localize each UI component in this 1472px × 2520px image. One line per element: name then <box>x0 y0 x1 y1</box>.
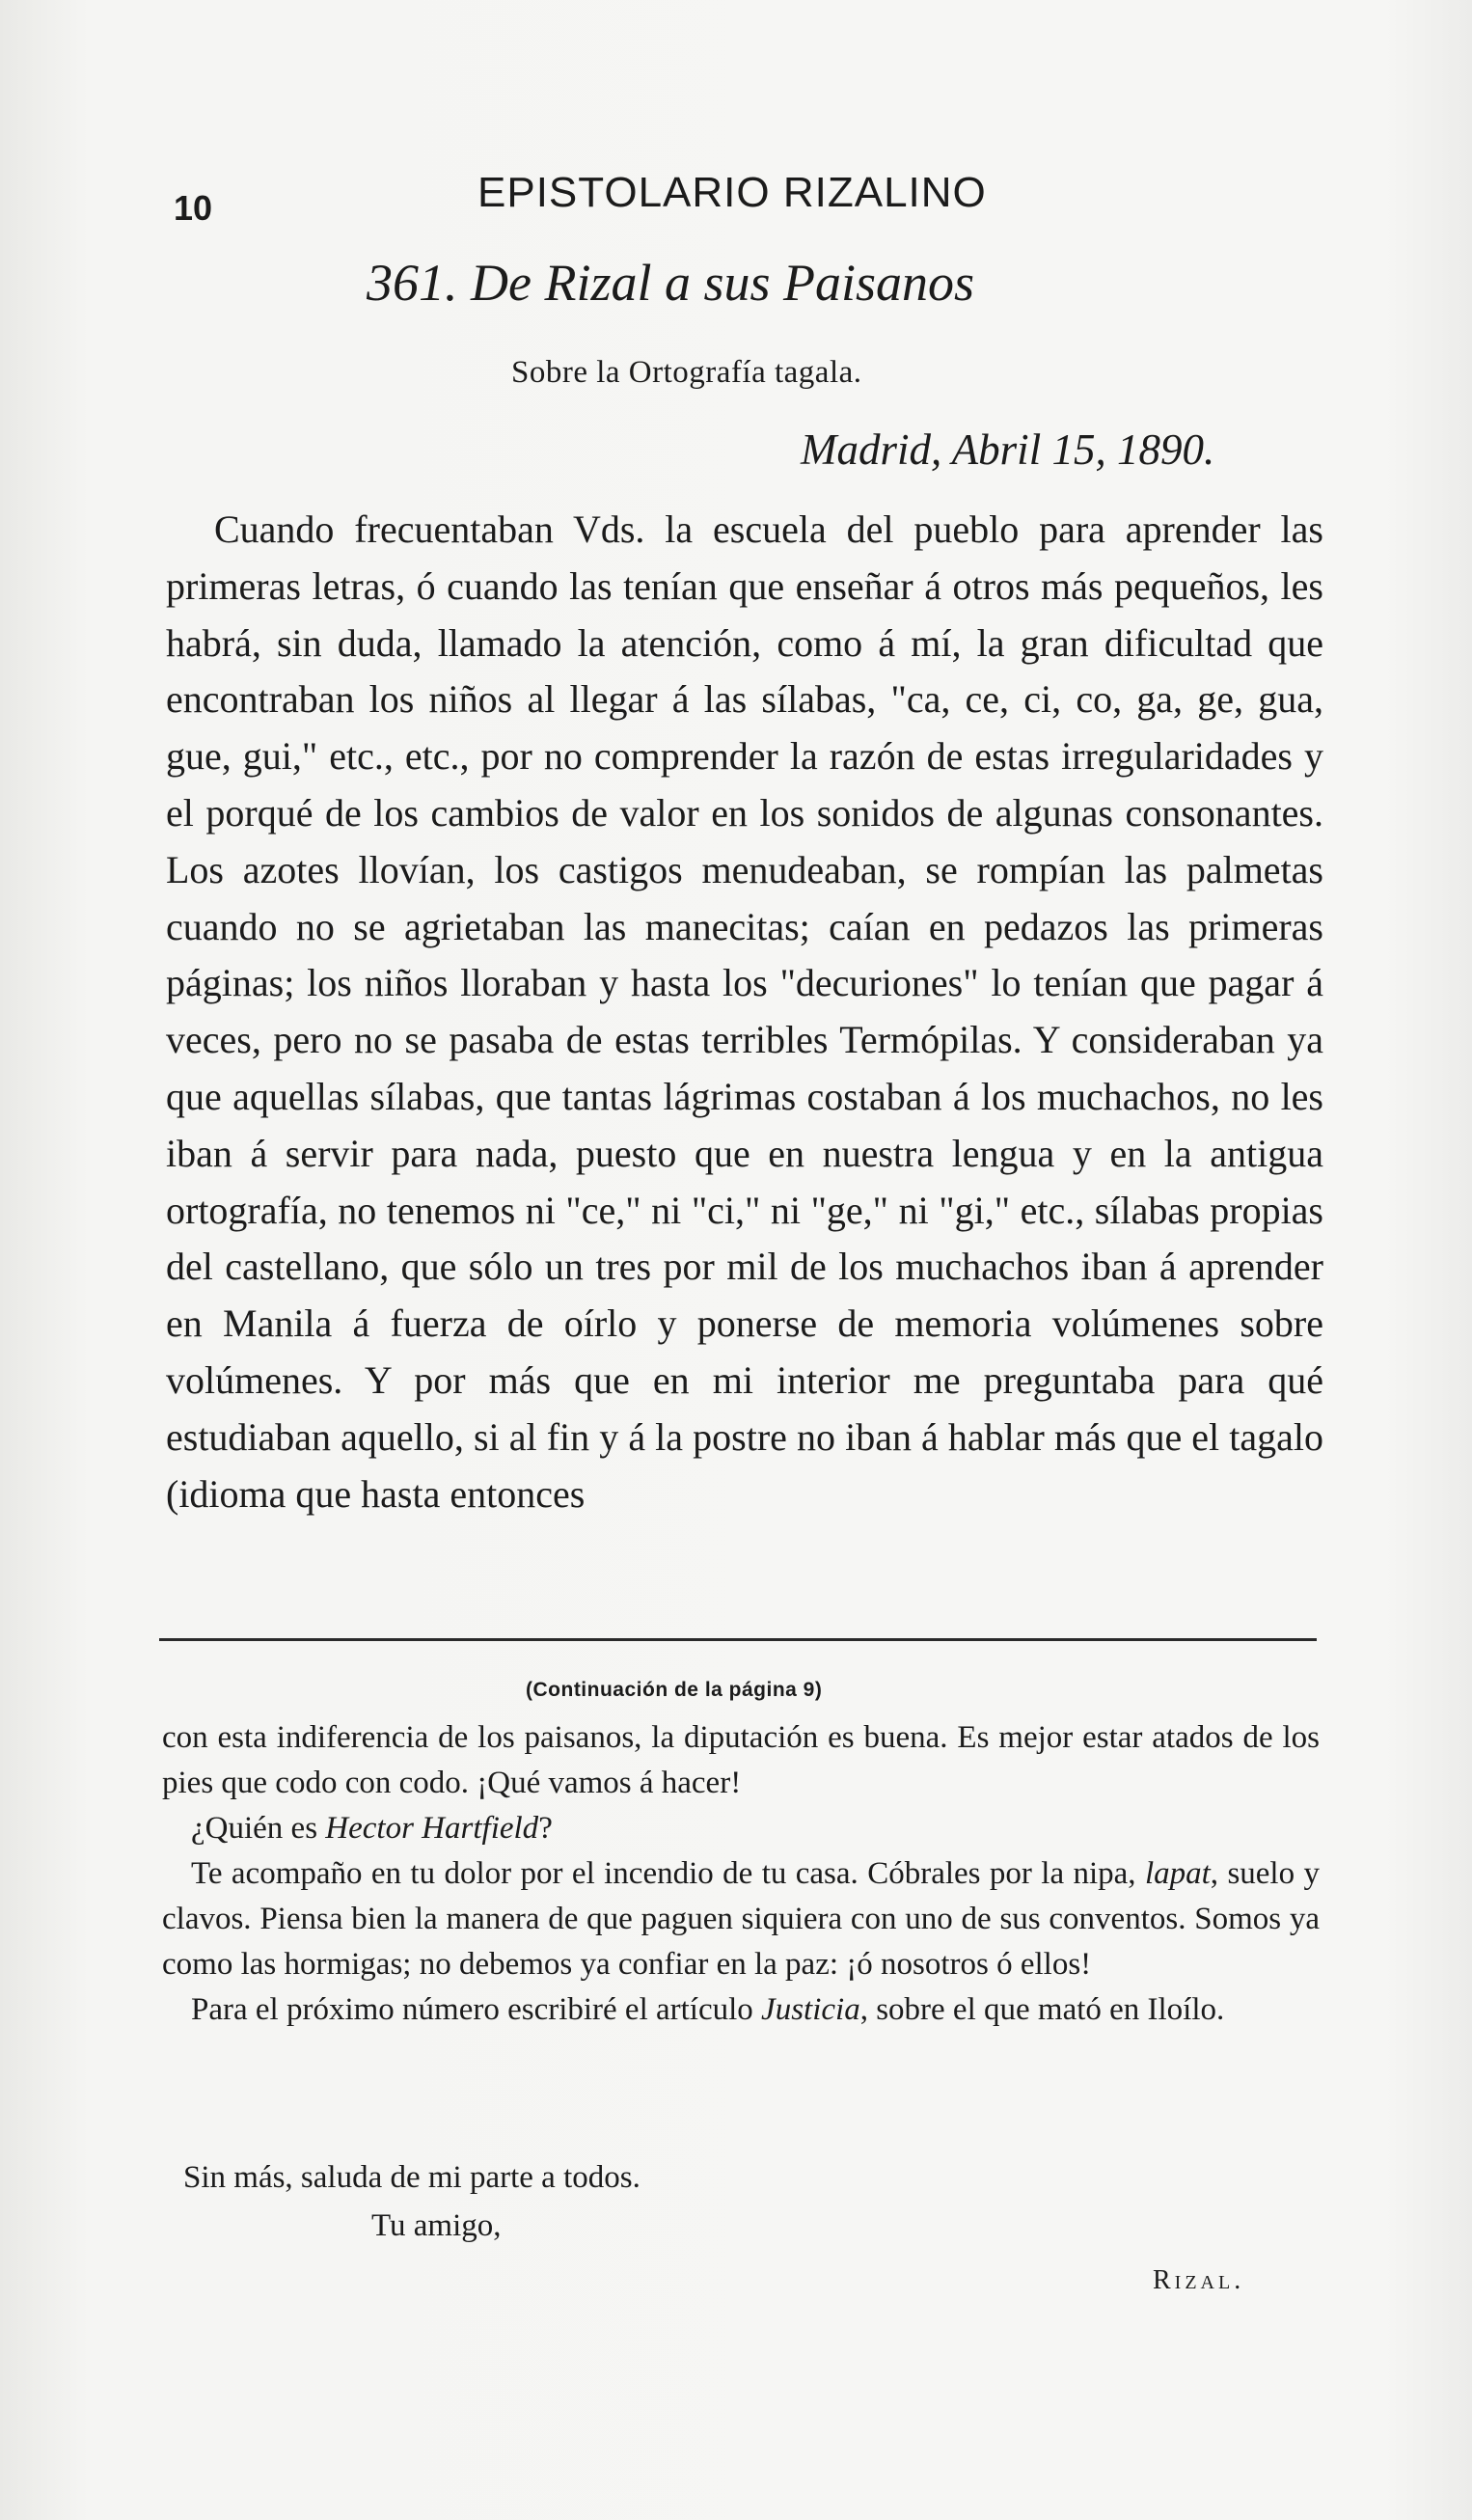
footnote-paragraph <box>162 1851 1320 1987</box>
footnote-section <box>162 1715 1320 2033</box>
footnote-text: Te acompaño en tu dolor por el incendio de tu casa. Cóbrales por la nipa, <box>191 1856 1145 1891</box>
letter-subtitle: Sobre la Ortografía tagala. <box>511 355 862 390</box>
letter-body <box>166 502 1323 1522</box>
footnote-paragraph <box>162 1806 1320 1851</box>
page-header <box>174 169 1331 227</box>
closing-line: Sin más, saluda de mi parte a todos. <box>183 2160 641 2195</box>
footnote-italic-text: Hector Hartfield <box>325 1811 539 1846</box>
footnote-paragraph <box>162 1987 1320 2033</box>
footnote-italic-text: Justicia <box>761 1992 860 2027</box>
footnote-text: Para el próximo número escribiré el artículo <box>191 1992 762 2027</box>
body-paragraph: Cuando frecuentaban Vds. la escuela del pueblo para aprender las primeras letras, ó cuando las tenían que enseñar á otros más pequeños, les habrá, sin duda, llamado la atención, como á mí, la gran dificultad que encontraban los niños al llegar á las sílabas, "ca, ce, ci, co, ga, ge, gua, gue, gui," etc., etc., por no comprender la razón de estas irregularidades y el porqué de los cambios de valor en los sonidos de algunas consonantes. Los azotes llovían, los castigos menudeaban, se rompían las palmetas cuando no se agrietaban las manecitas; caían en pedazos las primeras páginas; los niños lloraban y hasta los "decuriones" lo tenían que pagar á veces, pero no se pasaba de estas terribles Termópilas. Y consideraban ya que aquellas sílabas, que tantas lágrimas costaban á los muchachos, no les iban á servir para nada, puesto que en nuestra lengua y en la antigua ortografía, no tenemos ni "ce," ni "ci," ni "ge," ni "gi," etc., sílabas propias del castellano, que sólo un tres por mil de los muchachos iban á aprender en Manila á fuerza de oírlo y ponerse de memoria volúmenes sobre volúmenes. Y por más que en mi interior me preguntaba para qué estudiaban aquello, si al fin y á la postre no iban á hablar más que el tagalo (idioma que hasta entonces <box>166 507 1323 1516</box>
page-number: 10 <box>174 188 213 228</box>
footnote-paragraph: con esta indiferencia de los paisanos, la diputación es buena. Es mejor estar atados de los pies que codo con codo. ¡Qué vamos á hacer! <box>162 1720 1320 1800</box>
footnote-text: , suelo y clavos. Piensa bien la manera de que paguen siquiera con uno de sus conventos. Somos ya como las hormigas; no debemos ya confiar en la paz: ¡ó nosotros ó ellos! <box>162 1856 1320 1982</box>
continuation-label: (Continuación de la página 9) <box>526 1679 823 1701</box>
running-head: EPISTOLARIO RIZALINO <box>477 169 987 216</box>
closing-salutation: Tu amigo, <box>371 2208 502 2243</box>
letter-closing <box>183 2153 641 2250</box>
footnote-text: ¿Quién es <box>191 1811 326 1846</box>
footnote-text: , sobre el que mató en Iloílo. <box>859 1992 1225 2027</box>
footnote-text: ? <box>538 1811 553 1846</box>
footnote-italic-text: lapat <box>1144 1856 1211 1891</box>
letter-title: 361. De Rizal a sus Paisanos <box>367 254 975 312</box>
signature: Rizal. <box>1153 2265 1245 2295</box>
footnote-divider <box>159 1638 1317 1641</box>
letter-dateline: Madrid, Abril 15, 1890. <box>801 425 1215 474</box>
